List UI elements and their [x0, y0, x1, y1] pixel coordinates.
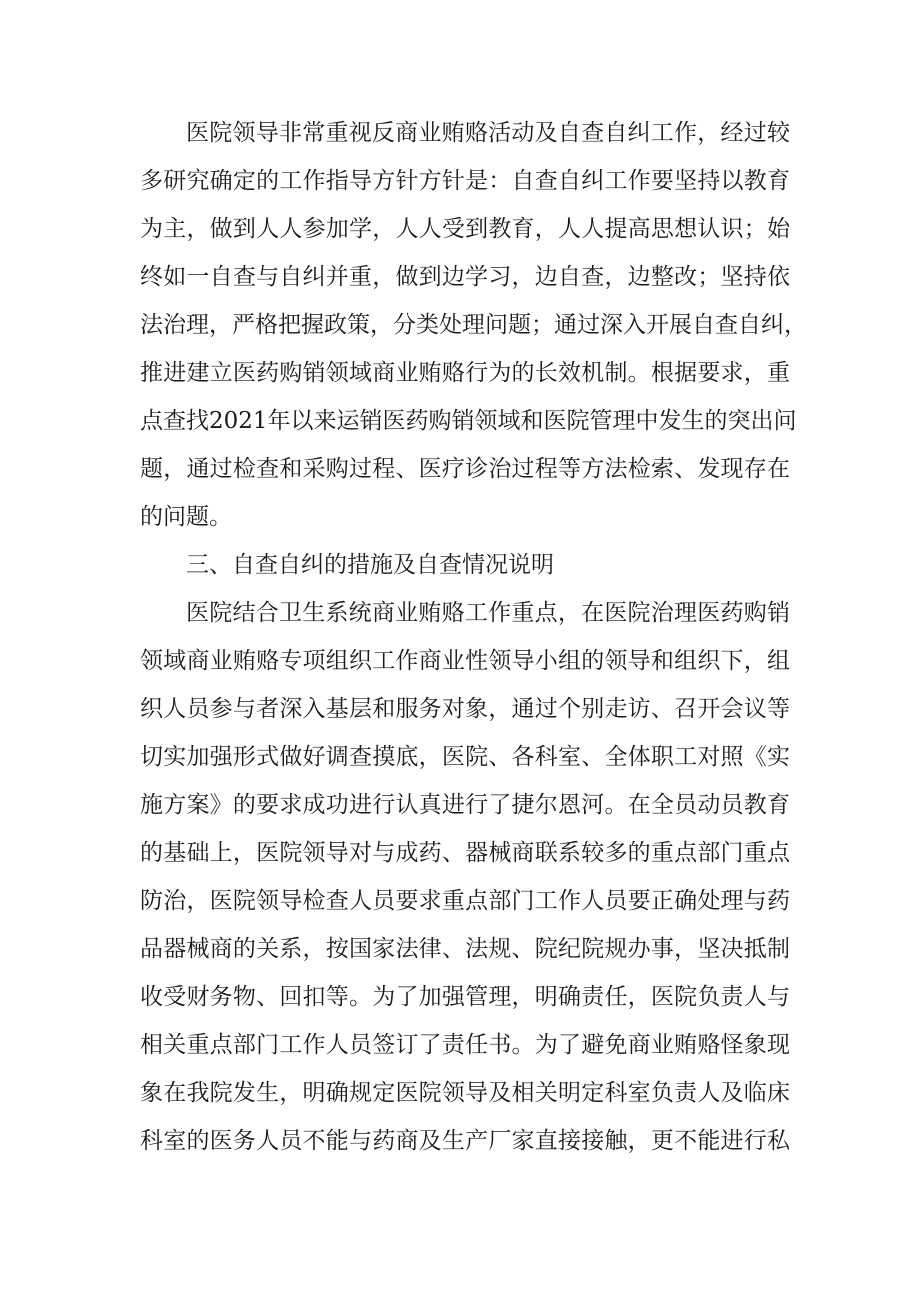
paragraph-2-line-5: 施方案》的要求成功进行认真进行了捷尔恩河。在全员动员教育 — [140, 792, 790, 818]
section-heading: 三、自查自纠的措施及自查情况说明 — [186, 552, 554, 578]
paragraph-1-line-1: 医院领导非常重视反商业贿赂活动及自查自纠工作，经过较 — [186, 120, 790, 146]
paragraph-2-line-3: 织人员参与者深入基层和服务对象，通过个别走访、召开会议等 — [140, 696, 790, 722]
paragraph-1-line-2: 多研究确定的工作指导方针方针是：自查自纠工作要坚持以教育 — [140, 168, 790, 194]
paragraph-2-line-4: 切实加强形式做好调查摸底，医院、各科室、全体职工对照《实 — [140, 744, 790, 770]
paragraph-2-line-9: 收受财务物、回扣等。为了加强管理，明确责任，医院负责人与 — [140, 984, 790, 1010]
paragraph-2-line-2: 领域商业贿赂专项组织工作商业性领导小组的领导和组织下，组 — [140, 648, 790, 674]
paragraph-1-line-9: 的问题。 — [140, 504, 232, 530]
paragraph-1-line-8: 题，通过检查和采购过程、医疗诊治过程等方法检索、发现存在 — [140, 456, 790, 482]
paragraph-1-line-5: 法治理，严格把握政策，分类处理问题；通过深入开展自查自纠， — [140, 312, 807, 338]
paragraph-1-line-3: 为主，做到人人参加学，人人受到教育，人人提高思想认识；始 — [140, 216, 790, 242]
paragraph-2-line-7: 防治，医院领导检查人员要求重点部门工作人员要正确处理与药 — [140, 888, 790, 914]
paragraph-2-line-10: 相关重点部门工作人员签订了责任书。为了避免商业贿赂怪象现 — [140, 1032, 790, 1058]
paragraph-2-line-6: 的基础上，医院领导对与成药、器械商联系较多的重点部门重点 — [140, 840, 790, 866]
paragraph-1-line-6: 推进建立医药购销领域商业贿赂行为的长效机制。根据要求，重 — [140, 360, 790, 386]
paragraph-2-line-12: 科室的医务人员不能与药商及生产厂家直接接触，更不能进行私 — [140, 1128, 790, 1154]
paragraph-2-line-8: 品器械商的关系，按国家法律、法规、院纪院规办事，坚决抵制 — [140, 936, 790, 962]
paragraph-2-line-11: 象在我院发生，明确规定医院领导及相关明定科室负责人及临床 — [140, 1080, 790, 1106]
paragraph-2-line-1: 医院结合卫生系统商业贿赂工作重点，在医院治理医药购销 — [186, 600, 790, 626]
paragraph-1-line-4: 终如一自查与自纠并重，做到边学习，边自查，边整改；坚持依 — [140, 264, 790, 290]
paragraph-1-line-7: 点查找2021年以来运销医药购销领域和医院管理中发生的突出问 — [140, 408, 797, 434]
